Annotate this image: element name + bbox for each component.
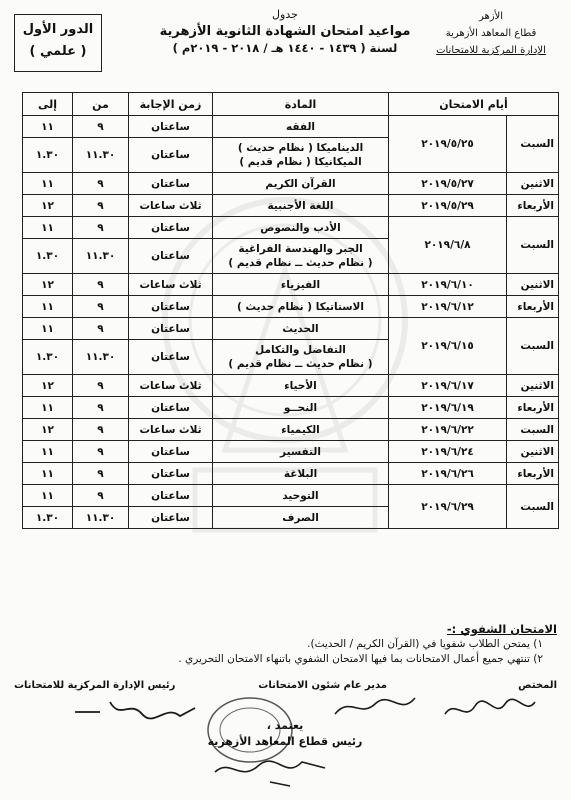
exam-start-time: ١١.٣٠ — [73, 138, 129, 173]
exam-subject: الصرف — [213, 507, 389, 529]
exam-end-time: ١١ — [23, 485, 73, 507]
column-header-duration: زمن الإجابة — [129, 93, 213, 116]
table-body — [23, 116, 559, 529]
exam-end-time: ١١ — [23, 463, 73, 485]
exam-end-time: ١١ — [23, 116, 73, 138]
exam-duration: ساعتان — [129, 485, 213, 507]
exam-subject: الفقه — [213, 116, 389, 138]
exam-start-time: ٩ — [73, 419, 129, 441]
table-row — [23, 463, 559, 485]
exam-end-time: ١.٣٠ — [23, 340, 73, 375]
exam-date: ٢٠١٩/٦/٢٩ — [389, 485, 507, 529]
exam-start-time: ١١.٣٠ — [73, 507, 129, 529]
exam-date: ٢٠١٩/٥/٢٥ — [389, 116, 507, 173]
exam-end-time: ١.٣٠ — [23, 138, 73, 173]
exam-start-time: ٩ — [73, 375, 129, 397]
institution-line-3: الإدارة المركزية للامتحانات — [436, 45, 546, 56]
exam-duration: ثلاث ساعات — [129, 375, 213, 397]
oral-exam-notes — [17, 622, 557, 667]
exam-end-time: ١١ — [23, 296, 73, 318]
document-title: مواعيد امتحان الشهادة الثانوية الأزهرية — [159, 24, 411, 39]
exam-subject-line: الديناميكا ( نظام حديث ) — [237, 142, 364, 154]
exam-day: الأربعاء — [507, 397, 559, 419]
exam-day: السبت — [507, 217, 559, 274]
exam-start-time: ٩ — [73, 296, 129, 318]
exam-end-time: ١.٣٠ — [23, 239, 73, 274]
institution-header — [421, 8, 561, 59]
exam-duration: ثلاث ساعات — [129, 419, 213, 441]
exam-start-time: ١١.٣٠ — [73, 340, 129, 375]
table-row — [23, 318, 559, 340]
exam-date: ٢٠١٩/٦/١٥ — [389, 318, 507, 375]
exam-duration: ساعتان — [129, 318, 213, 340]
exam-track-label: ( علمي ) — [29, 44, 87, 59]
exam-date: ٢٠١٩/٦/٢٤ — [389, 441, 507, 463]
exam-start-time: ٩ — [73, 463, 129, 485]
exam-start-time: ٩ — [73, 485, 129, 507]
exam-subject — [213, 138, 389, 173]
exam-subject: البلاغة — [213, 463, 389, 485]
exam-start-time: ١١.٣٠ — [73, 239, 129, 274]
table-row — [23, 441, 559, 463]
exam-subject: التوحيد — [213, 485, 389, 507]
signature-scribble-specialist — [440, 694, 540, 724]
exam-subject-line: ( نظام حديث ــ نظام قديم ) — [228, 358, 373, 370]
table-row — [23, 485, 559, 507]
exam-subject: الأحياء — [213, 375, 389, 397]
exam-day: السبت — [507, 318, 559, 375]
exam-day: الاثنين — [507, 173, 559, 195]
exam-duration: ساعتان — [129, 296, 213, 318]
exam-subject: الكيمياء — [213, 419, 389, 441]
exam-start-time: ٩ — [73, 274, 129, 296]
exam-subject: الفيزياء — [213, 274, 389, 296]
exam-end-time: ١٢ — [23, 419, 73, 441]
exam-date: ٢٠١٩/٦/١٠ — [389, 274, 507, 296]
exam-subject-line: ( نظام حديث ــ نظام قديم ) — [228, 257, 373, 269]
exam-duration: ساعتان — [129, 340, 213, 375]
exam-subject: الأدب والنصوص — [213, 217, 389, 239]
exam-duration: ساعتان — [129, 173, 213, 195]
exam-duration: ثلاث ساعات — [129, 195, 213, 217]
exam-date: ٢٠١٩/٥/٢٩ — [389, 195, 507, 217]
exam-round-label: الدور الأول — [22, 22, 94, 37]
academic-year: لسنة ( ١٤٣٩ - ١٤٤٠ هـ / ٢٠١٨ - ٢٠١٩م ) — [172, 41, 398, 55]
title-label: جدول — [272, 8, 298, 21]
exam-end-time: ١١ — [23, 318, 73, 340]
exam-start-time: ٩ — [73, 318, 129, 340]
exam-end-time: ١١ — [23, 441, 73, 463]
exam-start-time: ٩ — [73, 173, 129, 195]
exam-day: الاثنين — [507, 274, 559, 296]
signature-label-specialist: المختص — [518, 680, 557, 691]
table-row — [23, 397, 559, 419]
exam-schedule-table — [22, 92, 559, 529]
exam-duration: ساعتان — [129, 441, 213, 463]
table-row — [23, 419, 559, 441]
exam-end-time: ١١ — [23, 217, 73, 239]
approval-block — [200, 718, 370, 750]
exam-date: ٢٠١٩/٦/٢٢ — [389, 419, 507, 441]
exam-round-box — [14, 14, 102, 72]
signature-scribble-approval — [210, 752, 330, 790]
exam-day: السبت — [507, 419, 559, 441]
exam-day: الأربعاء — [507, 195, 559, 217]
exam-subject-line: الميكانيكا ( نظام قديم ) — [239, 156, 362, 168]
exam-date: ٢٠١٩/٥/٢٧ — [389, 173, 507, 195]
column-header-to: إلى — [23, 93, 73, 116]
exam-date: ٢٠١٩/٦/٨ — [389, 217, 507, 274]
table-row — [23, 116, 559, 138]
exam-duration: ساعتان — [129, 463, 213, 485]
oral-exam-item-1: ١) يمتحن الطلاب شفويا في (القرآن الكريم / الحديث). — [307, 638, 543, 650]
table-row — [23, 217, 559, 239]
exam-start-time: ٩ — [73, 397, 129, 419]
exam-end-time: ١.٣٠ — [23, 507, 73, 529]
exam-subject: النحــو — [213, 397, 389, 419]
oral-exam-title: الامتحان الشفوي :- — [446, 622, 557, 636]
table-row — [23, 173, 559, 195]
exam-subject: القرآن الكريم — [213, 173, 389, 195]
signature-label-head: رئيس الإدارة المركزية للامتحانات — [14, 680, 176, 691]
exam-day: السبت — [507, 116, 559, 173]
exam-date: ٢٠١٩/٦/١٧ — [389, 375, 507, 397]
approval-label: يعتمد ، — [266, 719, 304, 732]
table-row — [23, 296, 559, 318]
exam-subject: التفسير — [213, 441, 389, 463]
exam-end-time: ١١ — [23, 173, 73, 195]
exam-subject-line: التفاضل والتكامل — [255, 344, 346, 356]
exam-subject — [213, 239, 389, 274]
oral-exam-item-2: ٢) تنتهي جميع أعمال الامتحانات بما فيها الامتحان الشفوي باتنهاء الامتحان التحريري . — [178, 653, 543, 665]
exam-subject: اللغة الأجنبية — [213, 195, 389, 217]
exam-day: السبت — [507, 485, 559, 529]
column-header-days: أيام الامتحان — [389, 93, 559, 116]
exam-subject: الاستاتيكا ( نظام حديث ) — [213, 296, 389, 318]
table-row — [23, 195, 559, 217]
exam-duration: ساعتان — [129, 397, 213, 419]
table-row — [23, 274, 559, 296]
exam-duration: ساعتان — [129, 507, 213, 529]
column-header-subject: المادة — [213, 93, 389, 116]
exam-duration: ساعتان — [129, 116, 213, 138]
exam-duration: ساعتان — [129, 217, 213, 239]
exam-end-time: ١٢ — [23, 195, 73, 217]
institution-line-1: الأزهر — [478, 11, 504, 22]
exam-start-time: ٩ — [73, 441, 129, 463]
table-row — [23, 375, 559, 397]
signature-scribble-head — [70, 694, 200, 726]
exam-day: الاثنين — [507, 441, 559, 463]
table-header-row — [23, 93, 559, 116]
exam-duration: ساعتان — [129, 239, 213, 274]
column-header-from: من — [73, 93, 129, 116]
exam-start-time: ٩ — [73, 195, 129, 217]
exam-subject-line: الجبر والهندسة الفراغية — [238, 243, 363, 255]
document-title-block — [150, 6, 420, 57]
exam-date: ٢٠١٩/٦/١٢ — [389, 296, 507, 318]
exam-day: الاثنين — [507, 375, 559, 397]
exam-start-time: ٩ — [73, 116, 129, 138]
approval-title: رئيس قطاع المعاهد الأزهرية — [207, 735, 363, 748]
institution-line-2: قطاع المعاهد الأزهرية — [445, 28, 537, 39]
exam-duration: ثلاث ساعات — [129, 274, 213, 296]
exam-subject: الحديث — [213, 318, 389, 340]
exam-end-time: ١٢ — [23, 375, 73, 397]
signature-label-general-manager: مدير عام شئون الامتحانات — [258, 680, 387, 691]
exam-duration: ساعتان — [129, 138, 213, 173]
exam-date: ٢٠١٩/٦/١٩ — [389, 397, 507, 419]
exam-date: ٢٠١٩/٦/٢٦ — [389, 463, 507, 485]
exam-end-time: ١٢ — [23, 274, 73, 296]
exam-start-time: ٩ — [73, 217, 129, 239]
exam-day: الأربعاء — [507, 296, 559, 318]
exam-end-time: ١١ — [23, 397, 73, 419]
exam-subject — [213, 340, 389, 375]
exam-day: الأربعاء — [507, 463, 559, 485]
